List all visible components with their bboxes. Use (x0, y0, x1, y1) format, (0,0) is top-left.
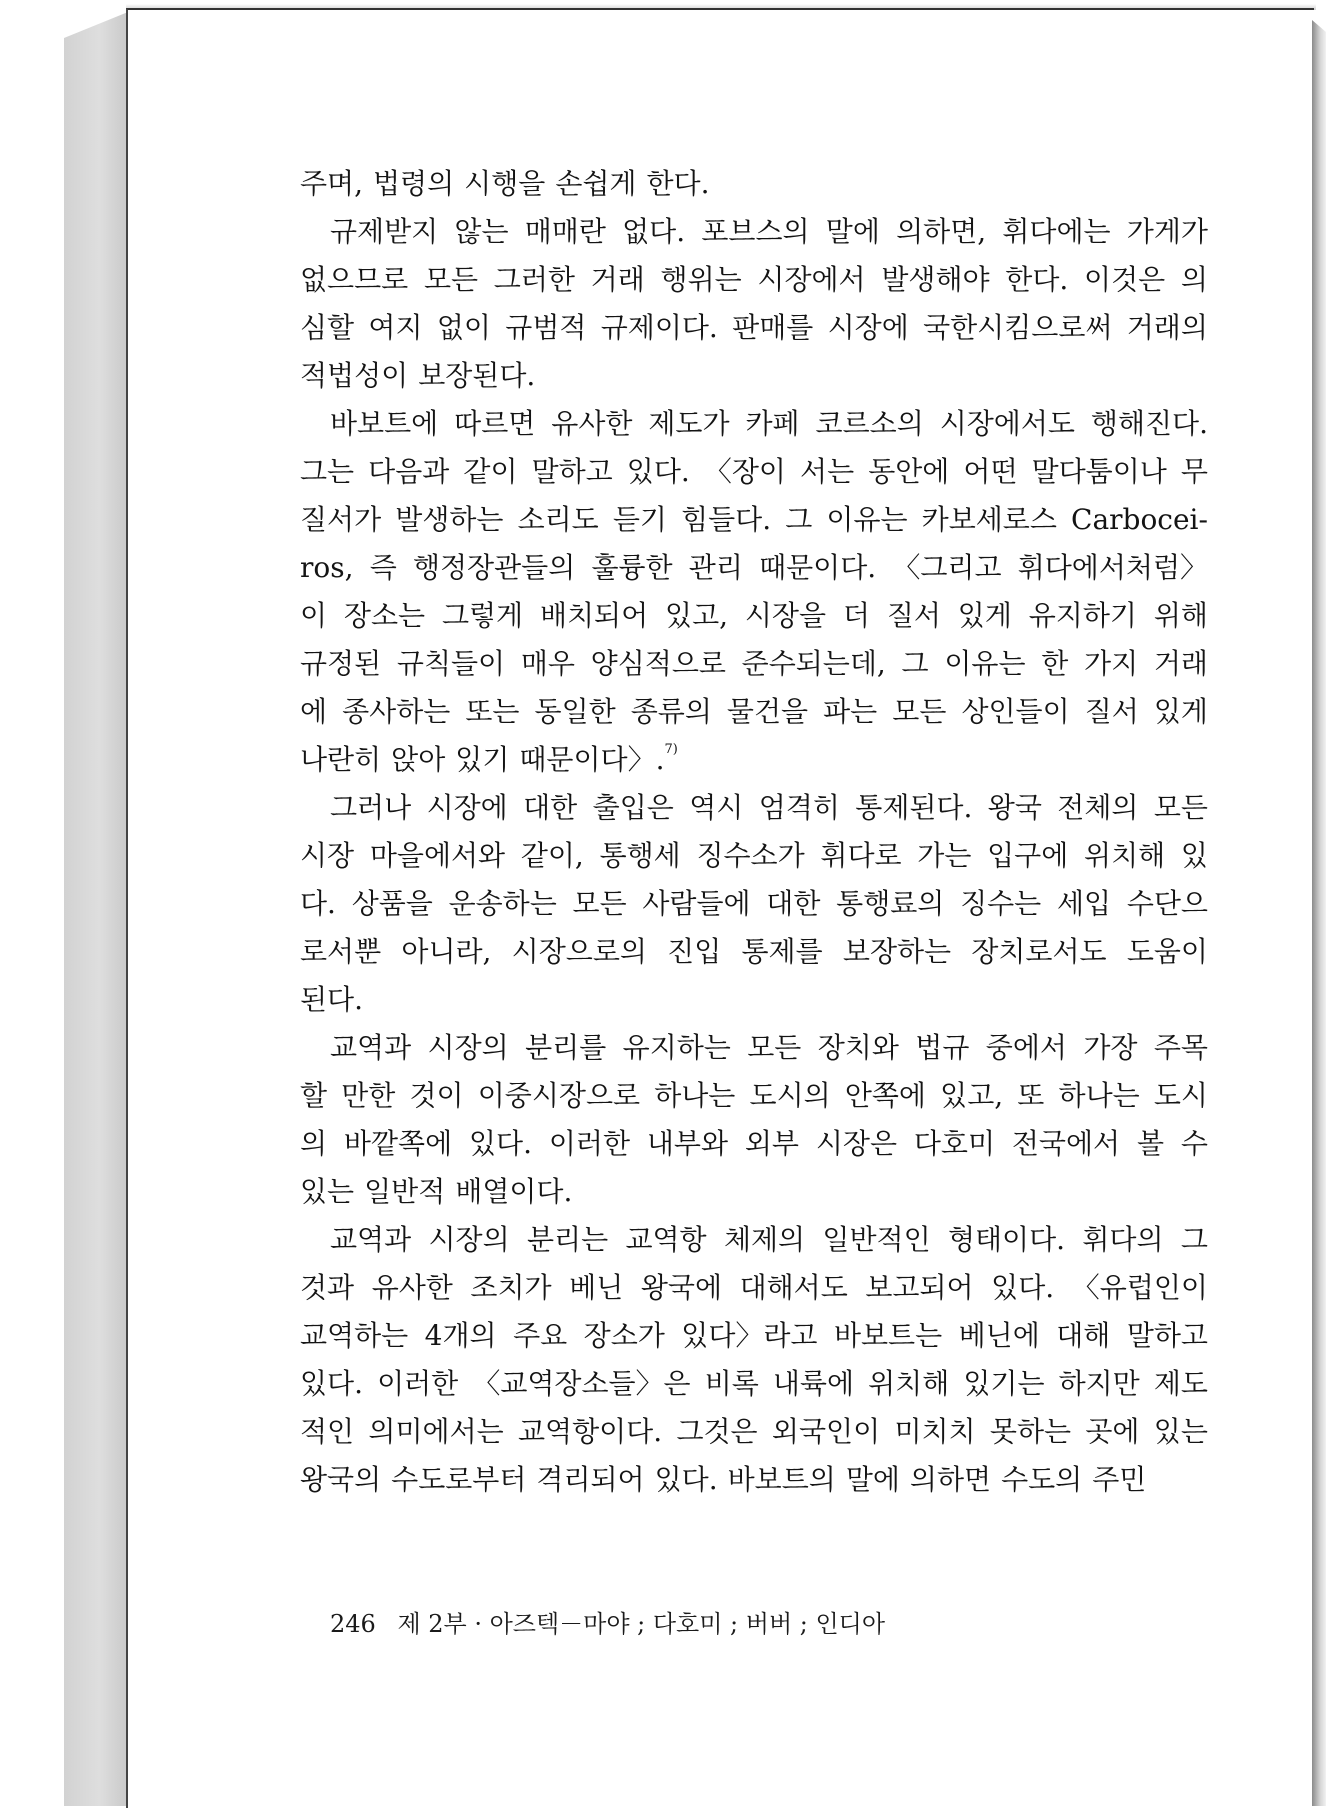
word: 거래 (1153, 647, 1208, 680)
word: 수도로부터 (391, 1463, 527, 1496)
word: 교역항이다. (517, 1415, 663, 1448)
word: 통제를 (741, 935, 823, 968)
text-line (300, 1312, 1208, 1360)
word: 이것은 (1084, 263, 1166, 296)
word: 주요 (513, 1319, 568, 1352)
word: 베닌 (569, 1271, 624, 1304)
text-line (300, 1264, 1208, 1312)
word: 상품을 (351, 887, 433, 920)
word: 미치치 (894, 1415, 976, 1448)
word: 비록 (704, 1367, 759, 1400)
word: 시장의 (427, 1031, 509, 1064)
word: 규범적 (505, 311, 587, 344)
word: 그러한 (493, 263, 575, 296)
text-line (300, 496, 1208, 544)
word: 상인들이 (961, 695, 1070, 728)
word: 있다. (654, 1463, 718, 1496)
word: 시장은 (815, 1127, 897, 1160)
word: 격리되어 (536, 1463, 645, 1496)
word: 있다. (468, 1127, 532, 1160)
text-line (300, 1168, 1208, 1216)
word: 세입 (1056, 887, 1112, 920)
word: 말하고 (531, 455, 613, 488)
word: 보장하는 (842, 935, 952, 968)
word: 질서가 (300, 503, 382, 536)
word: 유사한 (371, 1271, 453, 1304)
word: 훌륭한 (591, 551, 673, 584)
word: 심할 (300, 311, 355, 344)
text-line (300, 976, 1208, 1024)
word: 바깥쪽에 (343, 1127, 453, 1160)
word: 바보트의 (727, 1463, 836, 1496)
word: 법규 (915, 1031, 970, 1064)
page-footer (330, 1604, 885, 1639)
word: 행정장관들의 (412, 551, 576, 584)
word: 법령의 (373, 167, 455, 200)
word: 국한시킴으로써 (923, 311, 1113, 344)
text-line (300, 256, 1208, 304)
word: 모든 (892, 695, 947, 728)
word: 위치해 (868, 1367, 950, 1400)
word: 있기는 (963, 1367, 1045, 1400)
word: 때문이다〉.$^{7)}$ (519, 741, 678, 776)
word: 통행료의 (836, 887, 945, 920)
word: 분리를 (525, 1031, 607, 1064)
word: 교역항 (625, 1223, 707, 1256)
word: 의하면, (896, 215, 987, 248)
word: 된다. (300, 983, 363, 1016)
word: 일반적인 (822, 1223, 931, 1256)
word: 동안에 (868, 455, 950, 488)
word: 가는 (917, 839, 972, 872)
word: 보장된다. (418, 359, 536, 392)
word: 모든 (423, 263, 479, 296)
word: 다음과 (368, 455, 450, 488)
word: 이중시장으로 (477, 1079, 641, 1112)
word: 어떤 (963, 455, 1018, 488)
word: 대해 (1056, 1319, 1111, 1352)
word: 주며, (300, 167, 363, 200)
word: 수 (1180, 1127, 1208, 1160)
text-line (300, 880, 1208, 928)
paragraph (300, 1024, 1208, 1216)
word: 무 (1180, 455, 1208, 488)
text-line (300, 1024, 1208, 1072)
word: 베닌에 (958, 1319, 1040, 1352)
word: 포브스의 (701, 215, 810, 248)
word: 조치가 (470, 1271, 552, 1304)
word: 교역하는 (300, 1319, 409, 1352)
word: 가게가 (1126, 215, 1208, 248)
word: 그러나 (330, 791, 412, 824)
word: 마을에서와 (369, 839, 506, 872)
word: 다. (300, 887, 336, 920)
word: 로서뿐 (300, 935, 382, 968)
word: 있다. (626, 455, 690, 488)
word: 통제된다. (855, 791, 973, 824)
text-line (300, 928, 1208, 976)
word: 시장에서 (757, 263, 866, 296)
word: 대해서도 (739, 1271, 848, 1304)
word: 관리 (688, 551, 743, 584)
text-line (300, 832, 1208, 880)
word: 준수되는데, (741, 647, 886, 680)
word: 이러한 (377, 1367, 459, 1400)
word: 장소가 (583, 1319, 665, 1352)
word: 진입 (667, 935, 722, 968)
word: 이유는 (826, 503, 908, 536)
word: 배열이다. (455, 1175, 573, 1208)
word: 한 (1041, 647, 1069, 680)
word: 전국에서 (1011, 1127, 1121, 1160)
word: 출입은 (592, 791, 674, 824)
word: 장치로서도 (971, 935, 1107, 968)
word: 유사한 (551, 407, 633, 440)
paragraph (300, 784, 1208, 1024)
word: 여지 (368, 311, 423, 344)
word: 서는 (800, 455, 855, 488)
text-line (300, 1456, 1208, 1504)
word: 그 (785, 503, 813, 536)
word: 역시 (689, 791, 744, 824)
word: 아니라, (401, 935, 492, 968)
text-line (300, 544, 1208, 592)
word: 따르면 (454, 407, 536, 440)
word: 규제받지 (330, 215, 439, 248)
word: 있게 (957, 599, 1012, 632)
word: 바보트에 (330, 407, 439, 440)
word: 사람들에 (642, 887, 751, 920)
text-line (300, 784, 1208, 832)
word: 다호미 (913, 1127, 996, 1160)
text-line (300, 1072, 1208, 1120)
word: 대한 (523, 791, 578, 824)
word: 없이 (436, 311, 491, 344)
word: 거래 (590, 263, 645, 296)
word: 있는 (1153, 1415, 1208, 1448)
word: 의 (1180, 263, 1208, 296)
text-line (300, 1360, 1208, 1408)
text-line (300, 448, 1208, 496)
word: 또 (1017, 1079, 1045, 1112)
word: 시장에 (827, 311, 909, 344)
paragraph (300, 1216, 1208, 1504)
text-line (300, 592, 1208, 640)
word: 내부와 (646, 1127, 729, 1160)
word: 제도가 (648, 407, 730, 440)
text-line (300, 736, 1208, 784)
footnote-marker: 7) (664, 741, 678, 757)
word: 없으므로 (300, 263, 409, 296)
word: 앉아 (391, 743, 446, 776)
word: 교역과 (330, 1031, 412, 1064)
text-line (300, 1216, 1208, 1264)
word: 그렇게 (441, 599, 524, 632)
word: 못하는 (989, 1415, 1072, 1448)
word: 없다. (622, 215, 686, 248)
word: ros, (300, 551, 354, 584)
word: 위해 (1153, 599, 1208, 632)
word: 발생하는 (395, 503, 504, 536)
word: 질서 (886, 599, 941, 632)
word: 장치와 (817, 1031, 899, 1064)
word: 시장 (300, 839, 355, 872)
word: 수도의 (1001, 1463, 1083, 1496)
text-line (300, 688, 1208, 736)
word: 종사하는 (342, 695, 451, 728)
word: 코르소의 (815, 407, 924, 440)
book-spine (64, 12, 128, 1806)
word: 왕국에 (640, 1271, 722, 1304)
word: 하나는 (654, 1079, 736, 1112)
running-head: 제 2부 · 아즈텍－마야 ; 다호미 ; 버버 ; 인디아 (397, 1610, 886, 1638)
word: 매우 (520, 647, 575, 680)
paragraph (300, 160, 1208, 208)
word: 즉 (369, 551, 397, 584)
word: 운송하는 (448, 887, 557, 920)
word: 규정된 (300, 647, 382, 680)
word: 발생해야 (881, 263, 990, 296)
word: 만한 (341, 1079, 396, 1112)
word: 그 (1180, 1223, 1208, 1256)
word: 분리는 (526, 1223, 609, 1256)
word: 적법성이 (300, 359, 409, 392)
word: 에 (300, 695, 328, 728)
word: 있다. (991, 1271, 1055, 1304)
body-text (300, 160, 1208, 1504)
word: 왕국의 (300, 1463, 382, 1496)
word: 그 (901, 647, 929, 680)
word: 질서 (1084, 695, 1139, 728)
word: 엄격히 (758, 791, 840, 824)
word: 행위는 (660, 263, 742, 296)
word: 곳에 (1085, 1415, 1140, 1448)
word: 위치해 (1084, 839, 1166, 872)
word: 의 (300, 1127, 328, 1160)
word: 〈그리고 (892, 551, 1002, 584)
word: 소리도 (517, 503, 599, 536)
word: 그는 (300, 455, 355, 488)
word: 한다. (646, 167, 710, 200)
word: 도시의 (749, 1079, 831, 1112)
word: 파는 (823, 695, 878, 728)
word: 일반적 (364, 1175, 446, 1208)
word: 말에 (845, 1463, 900, 1496)
word: 외부 (744, 1127, 799, 1160)
word: 듣기 (612, 503, 667, 536)
text-line (300, 1120, 1208, 1168)
word: 매매란 (524, 215, 606, 248)
word: 힘들다. (681, 503, 772, 536)
word: 바보트는 (833, 1319, 943, 1352)
word: 규칙들이 (396, 647, 506, 680)
word: 카페 (745, 407, 800, 440)
word: 손쉽게 (555, 167, 637, 200)
page-right-edge (1312, 20, 1326, 1806)
word: 더 (842, 599, 870, 632)
word: 입구에 (987, 839, 1069, 872)
word: 유지하는 (622, 1031, 731, 1064)
word: 〈유럽인이 (1071, 1271, 1208, 1304)
word: 같이 (463, 455, 518, 488)
word: 전체의 (1057, 791, 1139, 824)
word: 말하고 (1126, 1319, 1208, 1352)
word: 휘다에서처럼〉 (1017, 551, 1208, 584)
text-line (300, 640, 1208, 688)
word: 장소는 (343, 599, 426, 632)
word: 한다. (1005, 263, 1069, 296)
word: 이 (300, 599, 328, 632)
word: 유지하기 (1028, 599, 1137, 632)
word: 것이 (409, 1079, 464, 1112)
word: 징수는 (960, 887, 1042, 920)
word: 볼 (1136, 1127, 1164, 1160)
word: 내륙에 (772, 1367, 855, 1400)
word: 하나는 (1058, 1079, 1140, 1112)
word: 종류의 (630, 695, 712, 728)
word: 모든 (1153, 791, 1208, 824)
word: 교역과 (330, 1223, 412, 1256)
word: 시장으로의 (511, 935, 647, 968)
word: 왕국 (987, 791, 1042, 824)
word: 시장의 (428, 1223, 510, 1256)
word: 의미에서는 (368, 1415, 504, 1448)
word: 있다〉라고 (681, 1319, 818, 1352)
word: 도시 (1153, 1079, 1208, 1112)
word: 있다. (300, 1367, 363, 1400)
paragraph (300, 208, 1208, 400)
word: 동일한 (534, 695, 616, 728)
word: 가장 (1083, 1031, 1138, 1064)
word: 보고되어 (865, 1271, 974, 1304)
word: 이유는 (944, 647, 1026, 680)
word: 중에서 (985, 1031, 1067, 1064)
word: 적인 (300, 1415, 355, 1448)
word: 제도 (1153, 1367, 1208, 1400)
word: 시행을 (464, 167, 546, 200)
word: 카보세로스 (921, 503, 1057, 536)
word: 대한 (766, 887, 821, 920)
word: 수단으 (1126, 887, 1208, 920)
word: 징수소가 (696, 839, 805, 872)
word: 같이, (520, 839, 584, 872)
word: 행해진다. (1090, 407, 1208, 440)
text-line (300, 1408, 1208, 1456)
word: Carbocei- (1071, 503, 1208, 536)
word: 모든 (572, 887, 627, 920)
word: 있고, (665, 599, 729, 632)
word: 휘다에는 (1002, 215, 1111, 248)
word: 〈장이 (703, 455, 786, 488)
word: 외국인이 (771, 1415, 881, 1448)
word: 안쪽에 (844, 1079, 926, 1112)
word: 의하면 (909, 1463, 992, 1496)
text-line (300, 208, 1208, 256)
word: 판매를 (732, 311, 814, 344)
word: 나란히 (300, 743, 382, 776)
text-line (300, 160, 1208, 208)
word: 통행세 (599, 839, 681, 872)
word: 배치되어 (539, 599, 649, 632)
word: 있 (1180, 839, 1208, 872)
word: 형태이다. (947, 1223, 1066, 1256)
word: 또는 (465, 695, 520, 728)
word: 주민 (1092, 1463, 1147, 1496)
word: 이러한 (548, 1127, 630, 1160)
word: 모든 (747, 1031, 802, 1064)
word: 시장을 (744, 599, 827, 632)
page-number: 246 (330, 1610, 376, 1638)
word: 물건을 (726, 695, 809, 728)
word: 말에 (825, 215, 880, 248)
text-line (300, 400, 1208, 448)
text-line (300, 352, 1208, 400)
word: 휘다의 (1082, 1223, 1164, 1256)
word: 도움이 (1126, 935, 1208, 968)
word: 그것은 (676, 1415, 758, 1448)
word: 있기 (455, 743, 510, 776)
word: 때문이다. (759, 551, 877, 584)
word: 있는 (300, 1175, 355, 1208)
word: 휘다로 (820, 839, 902, 872)
word: 가지 (1084, 647, 1139, 680)
word: 체제의 (723, 1223, 806, 1256)
word: 시장에 (426, 791, 508, 824)
text-line (300, 304, 1208, 352)
word: 4개의 (424, 1319, 497, 1352)
word: 않는 (454, 215, 509, 248)
word: 거래의 (1126, 311, 1208, 344)
word: 시장에서도 (939, 407, 1075, 440)
word: 있고, (940, 1079, 1004, 1112)
paragraph (300, 400, 1208, 784)
word: 〈교역장소들〉은 (472, 1367, 691, 1400)
word: 규제이다. (600, 311, 718, 344)
word: 것과 (300, 1271, 355, 1304)
word: 있게 (1153, 695, 1208, 728)
word: 할 (300, 1079, 328, 1112)
word: 양심적으로 (590, 647, 726, 680)
word: 하지만 (1058, 1367, 1140, 1400)
word: 주목 (1153, 1031, 1208, 1064)
word: 말다툼이나 (1031, 455, 1167, 488)
